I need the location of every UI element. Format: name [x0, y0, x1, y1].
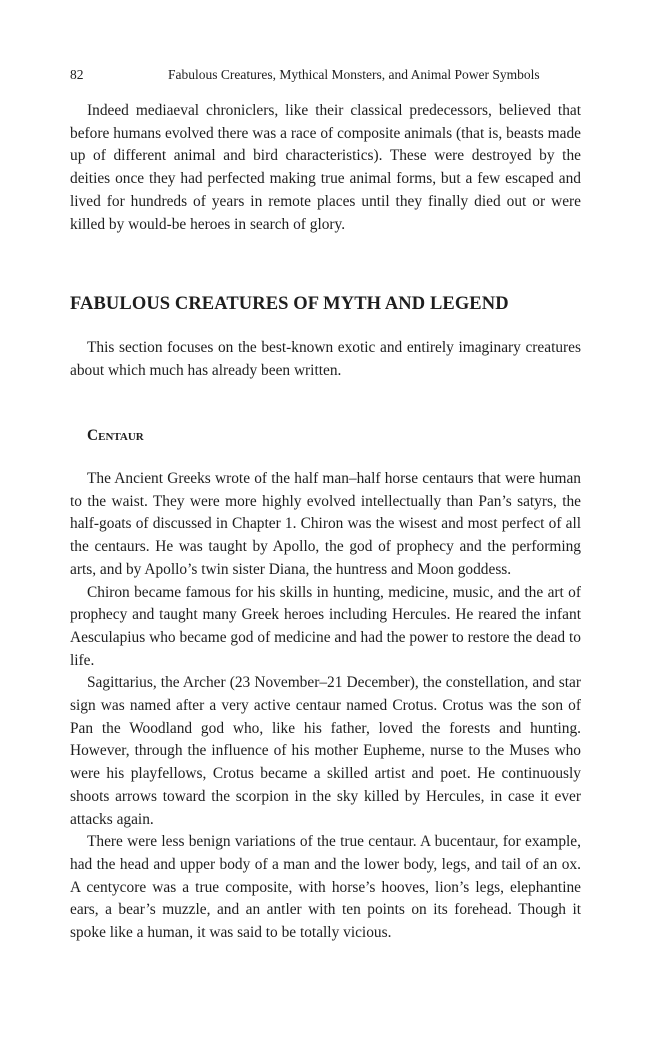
section-heading: FABULOUS CREATURES OF MYTH AND LEGEND: [70, 294, 509, 314]
intro-paragraph: Indeed mediaeval chroniclers, like their classical predecessors, believed that before humans evolved there was a race of composite animals (that is, beasts made up of different animal and bird characteristics). These were destroyed by the deities once they had perfected making true animal forms, but a few escaped and lived for hundreds of years in remote places until they finally died out or were killed by would-be heroes in search of glory.: [70, 102, 581, 233]
intro-block: [70, 100, 581, 236]
centaur-block: [70, 468, 581, 945]
centaur-paragraph: Chiron became famous for his skills in hunting, medicine, music, and the art of prophecy and taught many Greek heroes including Hercules. He reared the infant Aesculapius who became god of medicine and had the power to restore the dead to life.: [70, 583, 581, 669]
centaur-paragraph: There were less benign variations of the true centaur. A bucentaur, for example, had the head and upper body of a man and the lower body, legs, and tail of an ox. A centycore was a true composite, with horse’s hooves, lion’s legs, elephantine ears, a bear’s muzzle, and an antler with ten points on its forehead. Though it spoke like a human, it was said to be totally vicious.: [70, 833, 581, 942]
page-number: 82: [70, 67, 84, 82]
section-intro-block: [70, 337, 581, 382]
centaur-paragraph: Sagittarius, the Archer (23 November–21 December), the constellation, and star sign was named after a very active centaur named Crotus. Crotus was the son of Pan the Woodland god who, like his father, loved the forests and hunting. However, through the influence of his mother Eupheme, nurse to the Muses who were his playfellows, Crotus became a skilled artist and poet. He continuously shoots arrows toward the scorpion in the sky killed by Hercules, in case it ever attacks again.: [70, 674, 581, 828]
centaur-heading: Centaur: [87, 427, 144, 444]
running-head-title: Fabulous Creatures, Mythical Monsters, and Animal Power Symbols: [168, 67, 540, 82]
section-intro-paragraph: This section focuses on the best-known exotic and entirely imaginary creatures about which much has already been written.: [70, 339, 581, 379]
centaur-paragraph: The Ancient Greeks wrote of the half man–half horse centaurs that were human to the waist. They were more highly evolved intellectually than Pan’s satyrs, the half-goats of discussed in Chapter 1. Chiron was the wisest and most perfect of all the centaurs. He was taught by Apollo, the god of prophecy and the performing arts, and by Apollo’s twin sister Diana, the huntress and Moon goddess.: [70, 470, 581, 578]
